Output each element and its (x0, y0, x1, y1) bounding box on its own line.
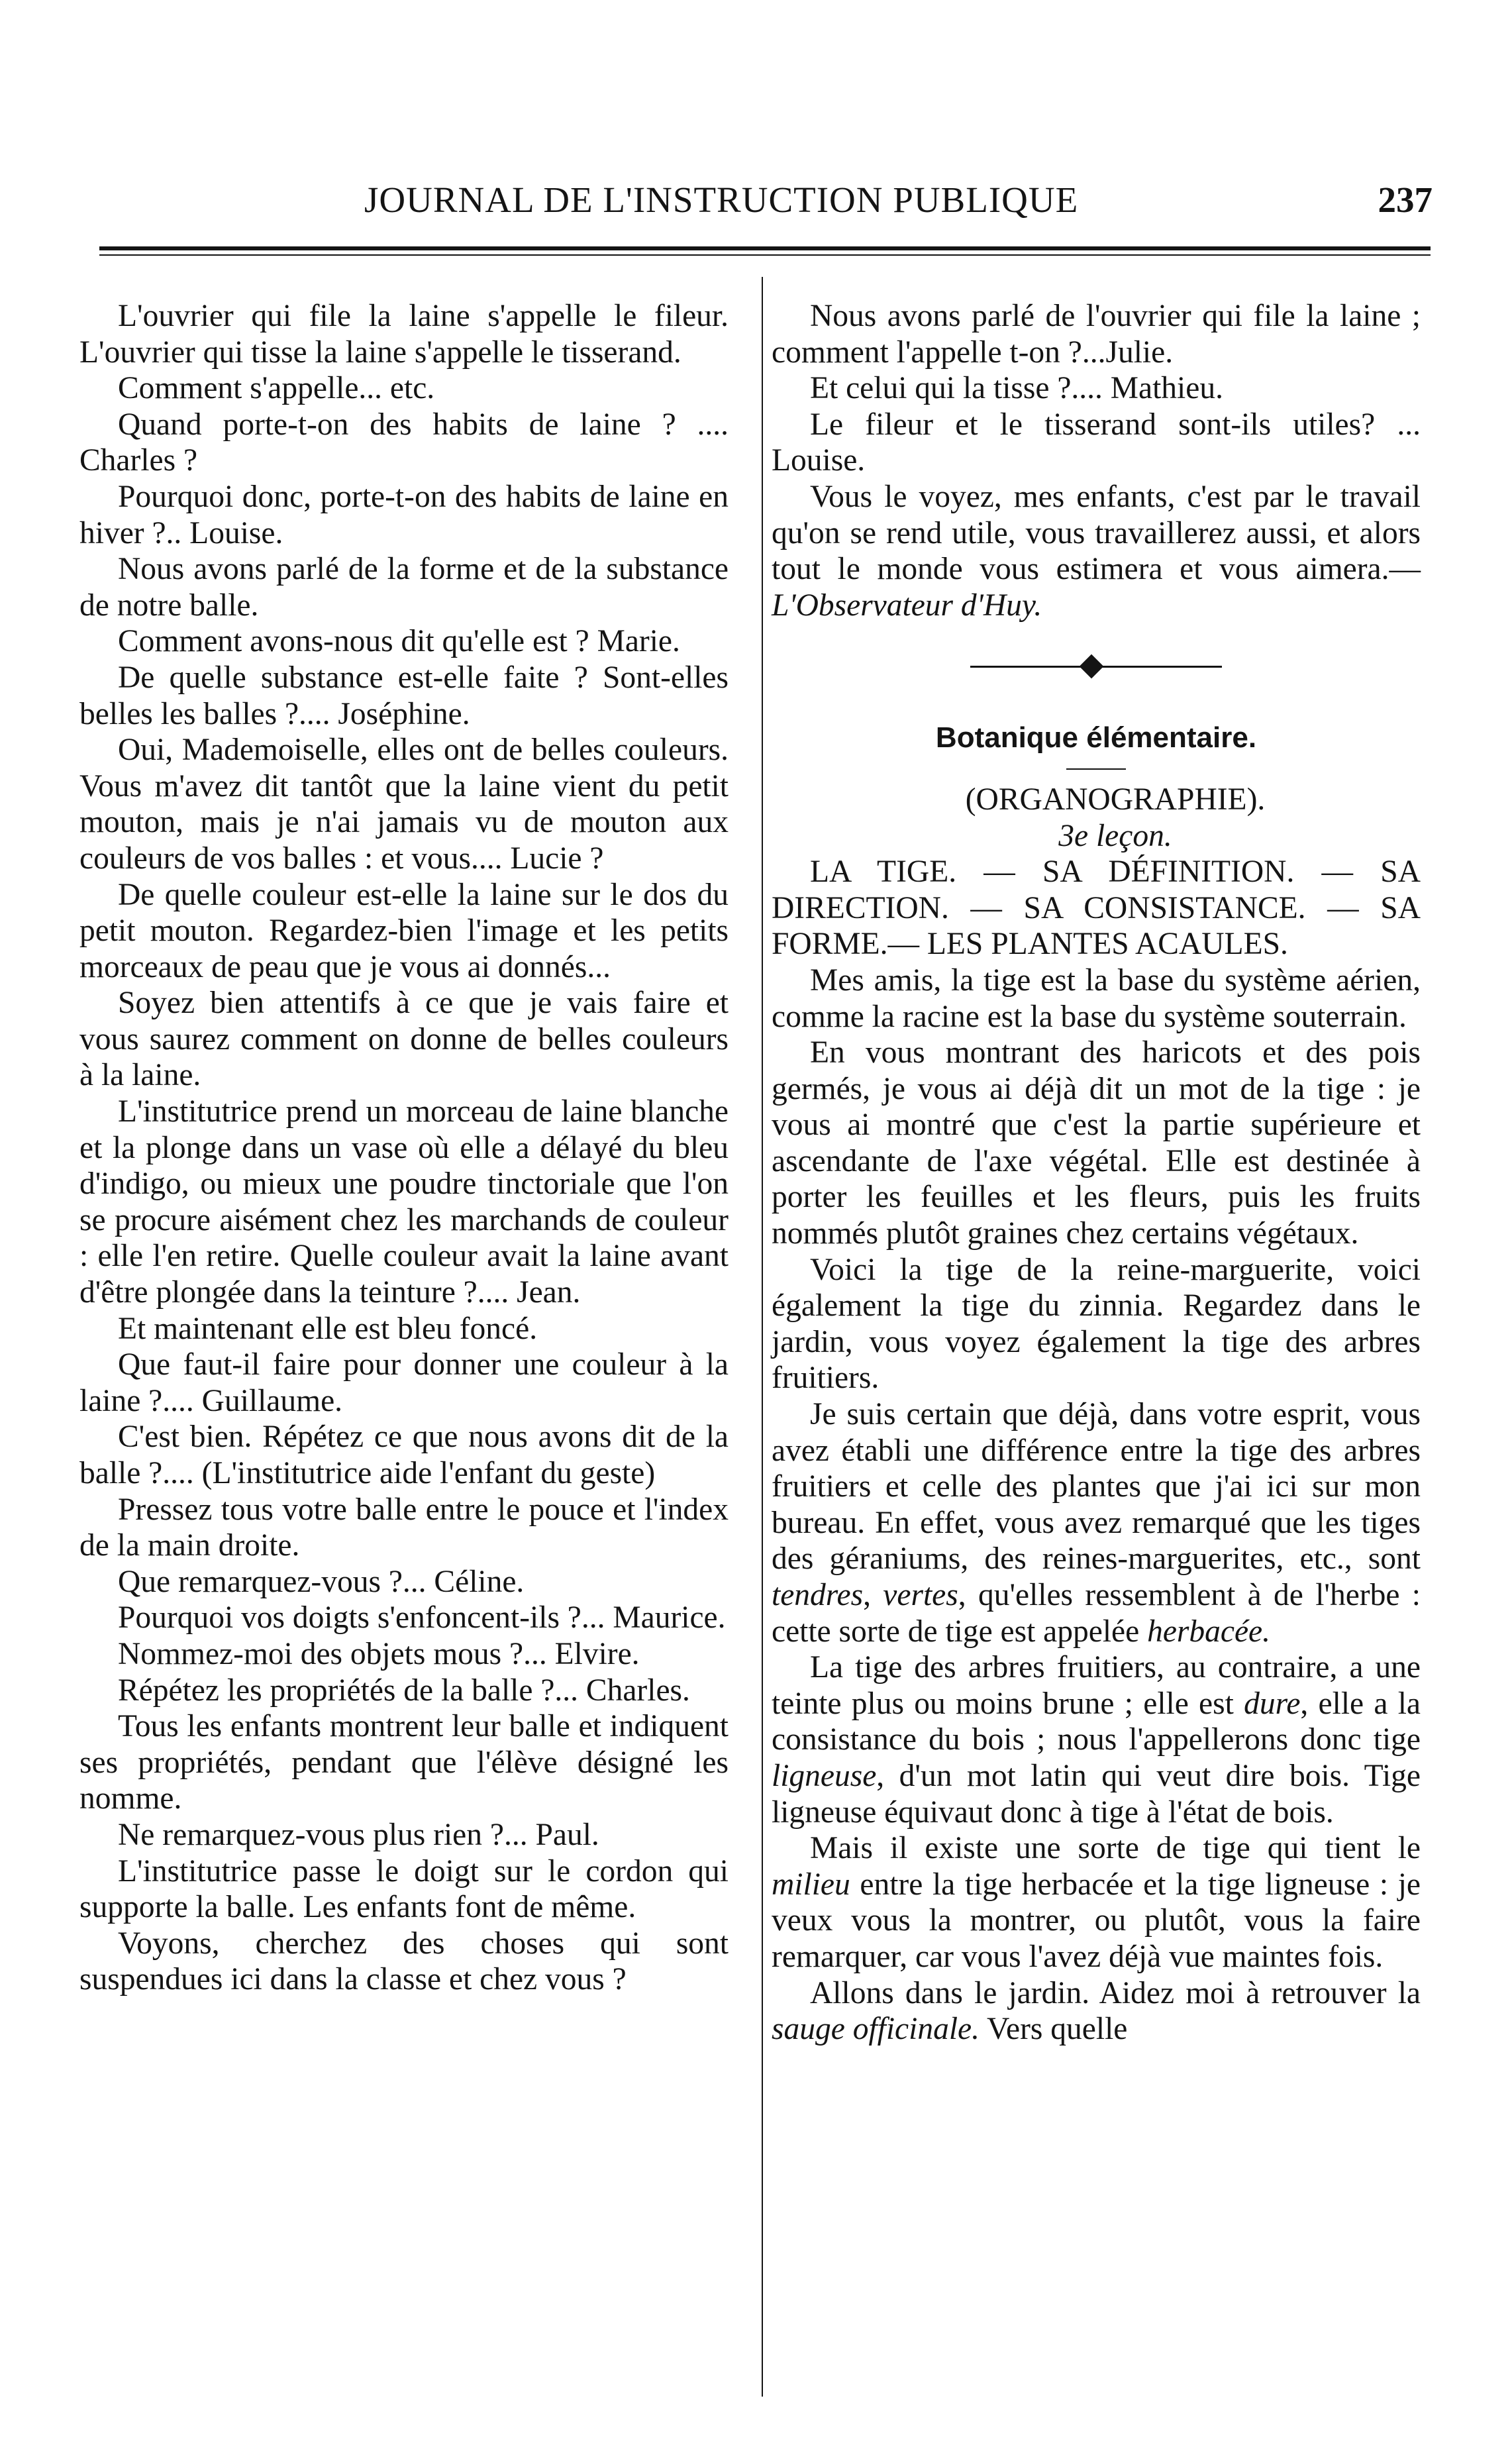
running-title: JOURNAL DE L'INSTRUCTION PUBLIQUE (364, 180, 1079, 220)
paragraph (772, 1649, 1421, 1830)
paragraph: Comment avons-nous dit qu'elle est ? Marie. (118, 624, 680, 659)
paragraph: Tous les enfants montrent leur balle et indiquent ses propriétés, pendant que l'élève désigné les nomme. (79, 1709, 729, 1816)
paragraph: Le fileur et le tisserand sont-ils utiles? ... Louise. (772, 407, 1421, 478)
paragraph: C'est bien. Répétez ce que nous avons dit de la balle ?.... (L'institutrice aide l'enfant du geste) (79, 1420, 729, 1490)
subheading: (ORGANOGRAPHIE). (965, 782, 1266, 817)
text-run: entre la tige herbacée et la tige ligneuse : je veux vous la montrer, ou plutôt, vous la faire remarquer, car vous l'avez déjà vue maintes fois. (772, 1867, 1421, 1974)
paragraph: De quelle couleur est-elle la laine sur le dos du petit mouton. Regardez-bien l'image et les petits morceaux de peau que je vous ai donnés... (79, 877, 729, 984)
closing-paragraph (772, 479, 1421, 623)
paragraph: Voyons, cherchez des choses qui sont suspendues ici dans la classe et chez vous ? (79, 1926, 729, 1997)
paragraph: De quelle substance est-elle faite ? Sont-elles belles les balles ?.... Joséphine. (79, 660, 729, 731)
paragraph: Pressez tous votre balle entre le pouce et l'index de la main droite. (79, 1492, 729, 1563)
emphasis: tendres (772, 1578, 864, 1612)
emphasis: sauge officinale. (772, 2012, 980, 2047)
paragraph: Comment s'appelle... etc. (118, 371, 435, 406)
paragraph: L'ouvrier qui file la laine s'appelle le fileur. L'ouvrier qui tisse la laine s'appelle le tisserand. (79, 299, 729, 370)
paragraph: Nommez-moi des objets mous ?... Elvire. (118, 1636, 640, 1671)
header-rule-thin (99, 254, 1431, 256)
title-rule (1066, 768, 1126, 770)
text-run: , d'un mot latin qui veut dire bois. Tige ligneuse équivaut donc à tige à l'état de bois. (772, 1758, 1421, 1830)
text-run: Vers quelle (979, 2012, 1128, 2047)
paragraph: L'institutrice passe le doigt sur le cordon qui supporte la balle. Les enfants font de même. (79, 1853, 729, 1925)
paragraph: Quand porte-t-on des habits de laine ? .... Charles ? (79, 407, 729, 478)
paragraph: Pourquoi vos doigts s'enfoncent-ils ?... Maurice. (118, 1600, 726, 1635)
paragraph: Que faut-il faire pour donner une couleur à la laine ?.... Guillaume. (79, 1347, 729, 1418)
text-run: Allons dans le jardin. Aidez moi à retrouver la (810, 1975, 1421, 2010)
paragraph: Et celui qui la tisse ?.... Mathieu. (810, 371, 1223, 406)
paragraph: En vous montrant des haricots et des pois germés, je vous ai déjà dit un mot de la tige : je vous ai montré que c'est la partie supérieure et ascendante de l'axe végétal. Elle est destinée à porter les feuilles et les fleurs, puis les fruits nommés plutôt graines chez certains végétaux. (772, 1035, 1421, 1251)
paragraph: Soyez bien attentifs à ce que je vais faire et vous saurez comment on donne de belles couleurs à la laine. (79, 986, 729, 1093)
paragraph: Nous avons parlé de la forme et de la substance de notre balle. (79, 552, 729, 623)
lesson-summary: LA TIGE. — SA DÉFINITION. — SA DIRECTION. — SA CONSISTANCE. — SA FORME.— LES PLANTES ACAULES. (772, 855, 1421, 962)
paragraph: Ne remarquez-vous plus rien ?... Paul. (118, 1817, 599, 1852)
emphasis: dure (1244, 1686, 1301, 1721)
ornament-diamond-icon (1080, 654, 1104, 679)
text-run: , (863, 1578, 883, 1612)
paragraph: Nous avons parlé de l'ouvrier qui file la laine ; comment l'appelle t-on ?...Julie. (772, 299, 1421, 370)
paragraph: Mes amis, la tige est la base du système aérien, comme la racine est la base du système souterrain. (772, 962, 1421, 1034)
text-run: Je suis certain que déjà, dans votre esprit, vous avez établi une différence entre la tige des arbres fruitiers et celle des plantes que j'ai ici sur mon bureau. En effet, vous avez remarqué que les tiges des géraniums, des reines-marguerites, etc., sont (772, 1397, 1421, 1577)
closing-source: L'Observateur d'Huy. (772, 588, 1042, 623)
left-column (79, 298, 729, 1998)
column-divider (762, 277, 763, 2397)
paragraph: L'institutrice prend un morceau de laine blanche et la plonge dans un vase où elle a délayé du bleu d'indigo, ou mieux une poudre tinctoriale que l'on se procure aisément chez les marchands de couleur : elle l'en retire. Quelle couleur avait la laine avant d'être plongée dans la teinture ?.... Jean. (79, 1094, 729, 1310)
lesson-number: 3e leçon. (1058, 818, 1172, 853)
paragraph: Voici la tige de la reine-marguerite, voici également la tige du zinnia. Regardez dans le jardin, vous voyez également la tige des arbres fruitiers. (772, 1252, 1421, 1396)
paragraph: Pourquoi donc, porte-t-on des habits de laine en hiver ?.. Louise. (79, 479, 729, 550)
paragraph: Oui, Mademoiselle, elles ont de belles couleurs. Vous m'avez dit tantôt que la laine vient du petit mouton, mais je n'ai jamais vu de mouton aux couleurs de vos balles : et vous.... Lucie ? (79, 733, 729, 876)
paragraph: Que remarquez-vous ?... Céline. (118, 1564, 525, 1599)
emphasis: herbacée. (1147, 1614, 1271, 1649)
text-run: La tige des arbres fruitiers, au contraire, a une teinte plus ou moins brune ; elle est (772, 1650, 1421, 1721)
emphasis: milieu (772, 1867, 850, 1902)
page-number: 237 (1378, 180, 1433, 220)
text-run: , qu'elles ressemblent à de l'herbe : cette sorte de tige est appelée (772, 1578, 1421, 1649)
section-ornament (772, 623, 1421, 716)
closing-text: Vous le voyez, mes enfants, c'est par le travail qu'on se rend utile, vous travaillerez aussi, et alors tout le monde vous estimera et vous aimera.— (772, 479, 1421, 587)
text-run: Mais il existe une sorte de tige qui tient le (810, 1831, 1421, 1866)
header-rule-thick (99, 246, 1431, 250)
section-title: Botanique élémentaire. (935, 721, 1257, 754)
emphasis: ligneuse (772, 1758, 877, 1793)
right-column (772, 298, 1421, 2048)
paragraph (772, 1830, 1421, 1975)
text-run: , elle a la consistance du bois ; nous l'appellerons donc tige (772, 1686, 1421, 1757)
page-header (0, 179, 1512, 232)
paragraph (772, 1975, 1421, 2048)
emphasis: vertes (883, 1578, 958, 1612)
paragraph: Et maintenant elle est bleu foncé. (118, 1311, 538, 1346)
paragraph: Répétez les propriétés de la balle ?... Charles. (118, 1673, 690, 1708)
paragraph (772, 1396, 1421, 1649)
